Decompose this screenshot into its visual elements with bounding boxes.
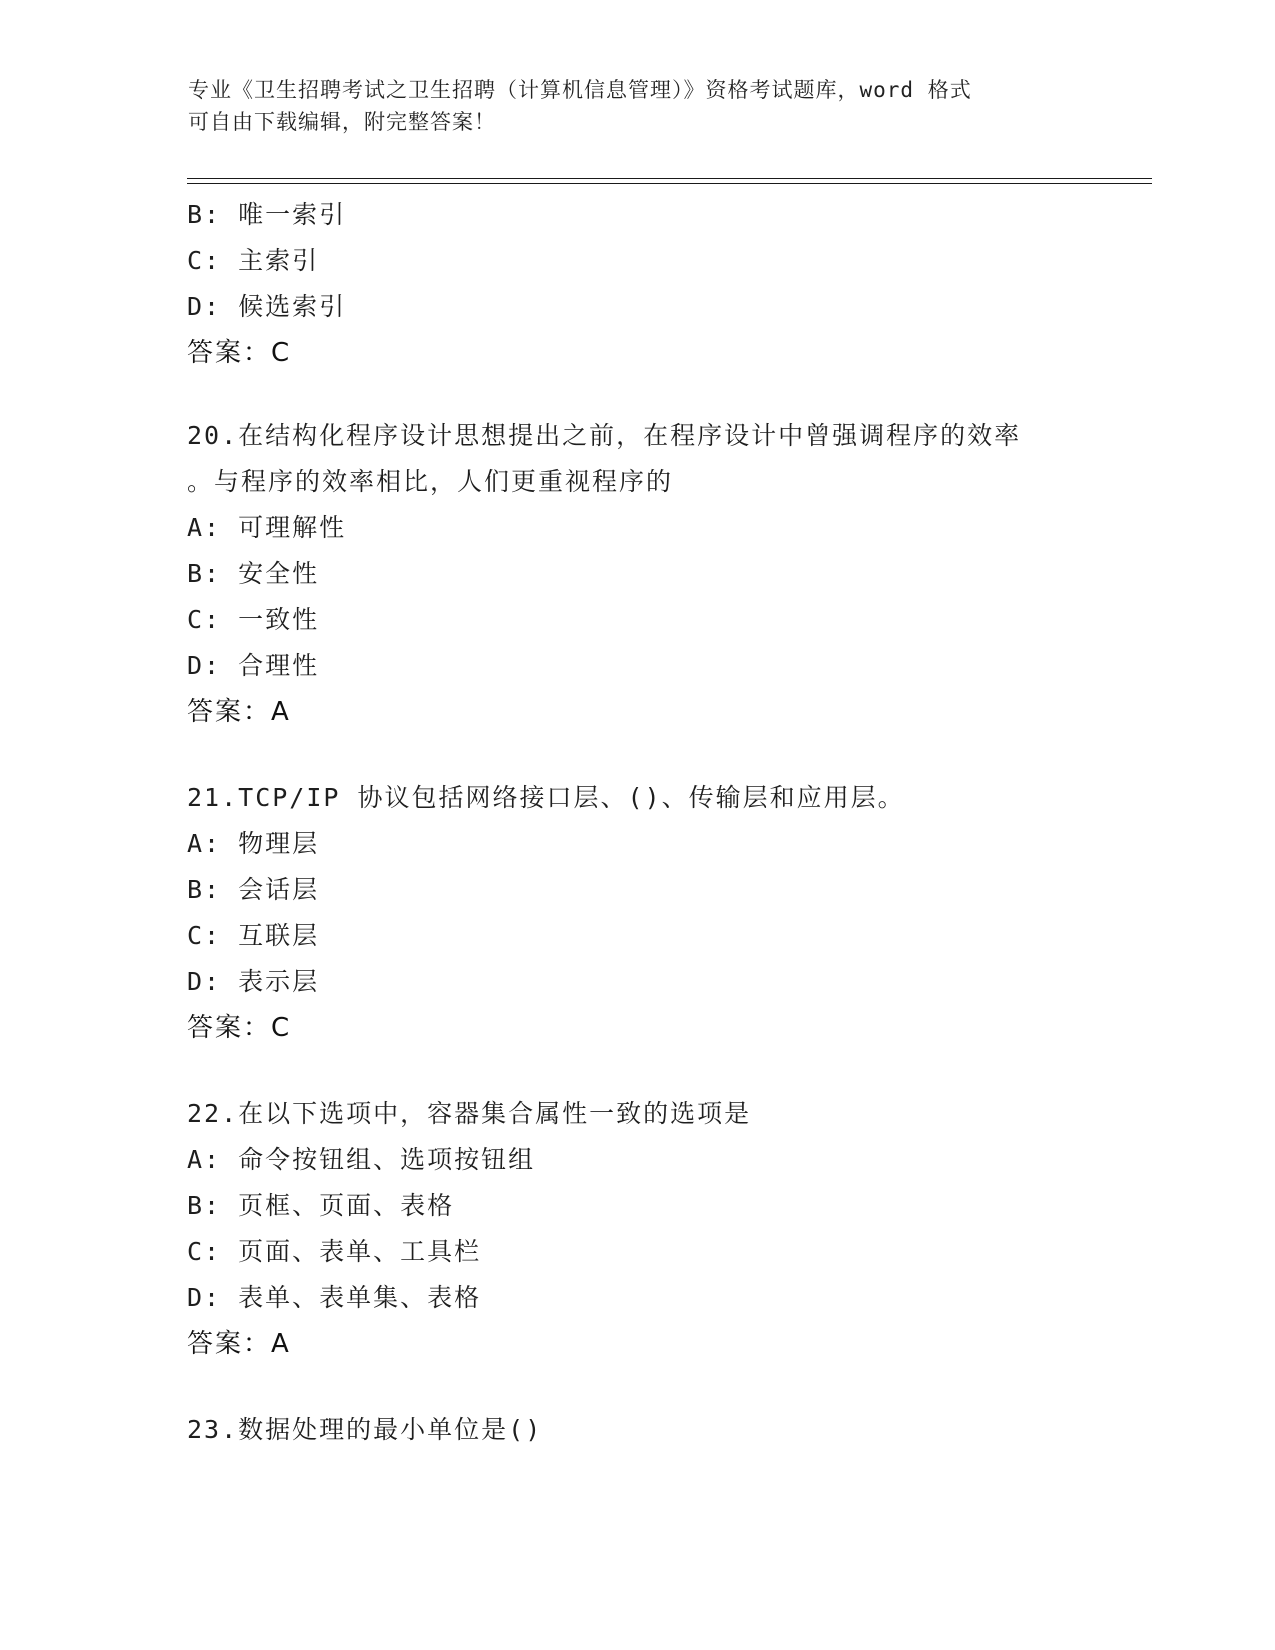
option-d: D: 候选索引 [187,292,347,321]
header-line-1: 专业《卫生招聘考试之卫生招聘（计算机信息管理）》资格考试题库，word 格式 [188,78,972,102]
question-stem: 23.数据处理的最小单位是() [187,1415,543,1444]
option-c: C: 页面、表单、工具栏 [187,1237,482,1266]
answer-line: 答案：A [187,697,291,727]
answer-line: 答案：C [187,338,292,368]
option-b: B: 会话层 [187,875,320,904]
question-20 [187,413,1152,735]
question-stem: 21.TCP/IP 协议包括网络接口层、()、传输层和应用层。 [187,783,905,812]
question-list [187,192,1152,1453]
question-19-tail [187,192,1152,376]
option-c: C: 一致性 [187,605,320,634]
option-a: A: 命令按钮组、选项按钮组 [187,1145,536,1174]
question-21 [187,775,1152,1051]
option-a: A: 物理层 [187,829,320,858]
question-stem: 22.在以下选项中，容器集合属性一致的选项是 [187,1099,752,1128]
spacer [187,376,1152,413]
option-b: B: 唯一索引 [187,200,347,229]
option-a: A: 可理解性 [187,513,347,542]
question-23 [187,1407,1152,1453]
header-line-2: 可自由下载编辑，附完整答案！ [188,110,496,134]
option-c: C: 主索引 [187,246,320,275]
spacer [187,1051,1152,1091]
answer-line: 答案：C [187,1013,292,1043]
option-d: D: 合理性 [187,651,320,680]
option-d: D: 表单、表单集、表格 [187,1283,482,1312]
spacer [187,1367,1152,1407]
document-header [188,74,1088,138]
header-divider-bottom [187,183,1152,184]
question-stem-continued: 。与程序的效率相比，人们更重视程序的 [187,467,674,496]
question-22 [187,1091,1152,1367]
option-c: C: 互联层 [187,921,320,950]
answer-line: 答案：A [187,1329,291,1359]
header-divider-top [187,178,1152,179]
option-b: B: 页框、页面、表格 [187,1191,455,1220]
option-d: D: 表示层 [187,967,320,996]
spacer [187,735,1152,775]
option-b: B: 安全性 [187,559,320,588]
question-stem: 20.在结构化程序设计思想提出之前，在程序设计中曾强调程序的效率 [187,421,1022,450]
